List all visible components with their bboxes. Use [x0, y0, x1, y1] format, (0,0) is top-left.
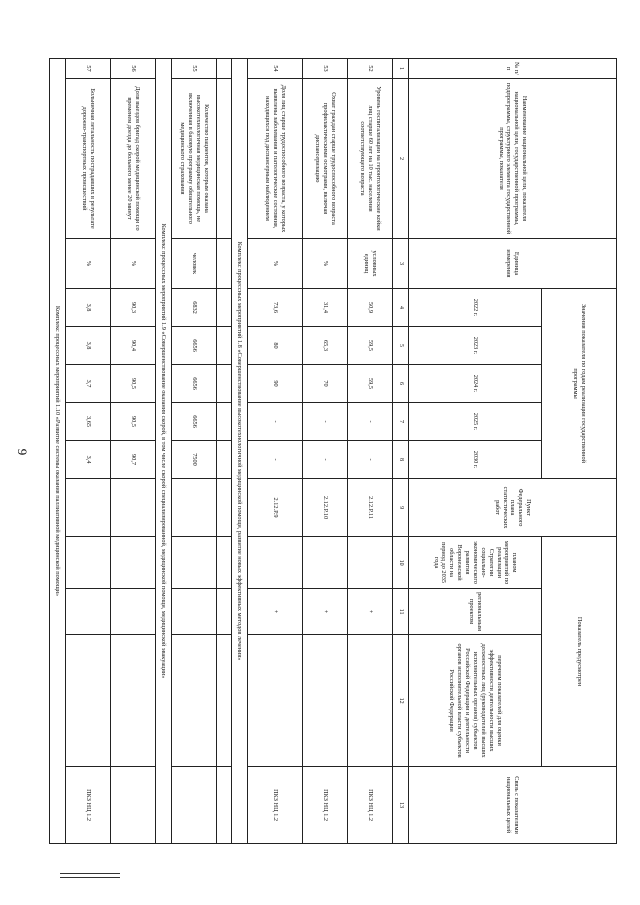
row-link: ПКЗ НЦ 1.2: [303, 767, 348, 844]
row-regional: +: [303, 589, 348, 635]
header-provided-group: Показатель предусмотрен: [542, 537, 617, 767]
row-num: 54: [248, 59, 303, 79]
row-2025: 6656: [172, 403, 217, 441]
column-number: 8: [393, 441, 409, 479]
row-2030: -: [303, 441, 348, 479]
spacer-row: [217, 59, 232, 844]
row-fed-plan: 2.12.Р.10: [303, 479, 348, 537]
header-fed-plan: Пункт Федерального плана статистических работ: [409, 479, 617, 537]
row-name: Охват граждан старше трудоспособного возраста профилактическими осмотрами, включая диспансеризацию: [303, 79, 348, 239]
row-2030: -: [248, 441, 303, 479]
row-2025: 90,5: [111, 403, 156, 441]
row-2024: 70: [303, 365, 348, 403]
section-title-1-8: Комплекс процессных мероприятий 1.8 «Совершенствование высокотехнологичной медицинской помощи, развитие новых эффективных методов лечения»: [232, 59, 248, 844]
row-regional: [111, 589, 156, 635]
row-name: Количество пациентов, которым оказана высокотехнологичная медицинская помощь, не включенная в базовую программу обязательного медицинского страхования: [172, 79, 217, 239]
row-2022: 3,8: [66, 289, 111, 327]
row-evaluation: [303, 635, 348, 767]
row-unit: %: [66, 239, 111, 289]
row-regional: +: [348, 589, 393, 635]
column-number: 13: [393, 767, 409, 844]
row-2022: 50,9: [348, 289, 393, 327]
table-row: [111, 59, 156, 844]
row-fed-plan: 2.12.Р.9: [248, 479, 303, 537]
row-2023: 59,5: [348, 327, 393, 365]
column-number-row: [393, 59, 409, 844]
rotated-page: [52, 58, 617, 843]
column-number: 7: [393, 403, 409, 441]
column-number: 2: [393, 79, 409, 239]
table-row: [66, 59, 111, 844]
row-evaluation: [248, 635, 303, 767]
row-2025: 3,65: [66, 403, 111, 441]
row-2030: -: [348, 441, 393, 479]
row-2025: -: [348, 403, 393, 441]
row-evaluation: [111, 635, 156, 767]
row-unit: человек: [172, 239, 217, 289]
row-2024: 3,7: [66, 365, 111, 403]
row-strategy: [66, 537, 111, 589]
row-fed-plan: 2.12.Р.11: [348, 479, 393, 537]
row-unit: условных единиц: [348, 239, 393, 289]
indicators-table: [49, 58, 617, 844]
row-num: 52: [348, 59, 393, 79]
row-fed-plan: [172, 479, 217, 537]
row-2030: 90,7: [111, 441, 156, 479]
row-2025: -: [303, 403, 348, 441]
row-num: 56: [111, 59, 156, 79]
row-unit: %: [111, 239, 156, 289]
row-link: ПКЗ НЦ 1.2: [66, 767, 111, 844]
column-number: 10: [393, 537, 409, 589]
header-2023: 2023 г.: [409, 327, 542, 365]
row-2024: 90: [248, 365, 303, 403]
row-2030: 3,4: [66, 441, 111, 479]
row-strategy: [172, 537, 217, 589]
column-number: 6: [393, 365, 409, 403]
column-number: 12: [393, 635, 409, 767]
footer-rule: [60, 873, 120, 881]
section-row: [50, 59, 66, 844]
section-title-1-10: Комплекс процессных мероприятий 1.10 «Развитие системы оказания паллиативной медицинской помощи»: [50, 59, 66, 844]
row-2022: 6832: [172, 289, 217, 327]
row-strategy: [248, 537, 303, 589]
header-2022: 2022 г.: [409, 289, 542, 327]
page-number: 9: [15, 448, 30, 456]
row-regional: [66, 589, 111, 635]
header-2025: 2025 г.: [409, 403, 542, 441]
row-unit: %: [248, 239, 303, 289]
row-strategy: [348, 537, 393, 589]
row-num: 57: [66, 59, 111, 79]
section-title-1-9: Комплекс процессных мероприятий 1.9 «Совершенствование оказания скорой, в том числе скорой специализированной, медицинской помощи, медицинской эвакуации»: [156, 59, 172, 844]
section-row: [156, 59, 172, 844]
row-unit: %: [303, 239, 348, 289]
row-name: Доля выездов бригад скорой медицинской помощи со временем доезда до больного менее 20 минут: [111, 79, 156, 239]
section-row: [232, 59, 248, 844]
header-link: Связь с показателями национальных целей: [409, 767, 617, 844]
rotated-content: [52, 58, 617, 843]
row-num: 55: [172, 59, 217, 79]
table-row: [172, 59, 217, 844]
header-strategy: планом мероприятий по реализации Стратегии социально-экономического развития Воронежской области на период до 2035 года: [409, 537, 542, 589]
header-evaluation: перечнем показателей для оценки эффективности деятельности высших должностных лиц (руководителей высших исполнительных органов) субъектов Российской Федерации и деятельности органов исполнительной власти субъектов Российской Федерации: [409, 635, 542, 767]
row-fed-plan: [111, 479, 156, 537]
row-link: [111, 767, 156, 844]
column-number: 3: [393, 239, 409, 289]
column-number: 11: [393, 589, 409, 635]
column-number: 9: [393, 479, 409, 537]
row-regional: [172, 589, 217, 635]
column-number: 4: [393, 289, 409, 327]
column-number: 5: [393, 327, 409, 365]
row-2023: 65,3: [303, 327, 348, 365]
row-2023: 90,4: [111, 327, 156, 365]
table-row: [348, 59, 393, 844]
header-2024: 2024 г.: [409, 365, 542, 403]
row-2024: 59,5: [348, 365, 393, 403]
row-link: ПКЗ НЦ 1.2: [348, 767, 393, 844]
row-evaluation: [66, 635, 111, 767]
row-2022: 90,3: [111, 289, 156, 327]
header-num: № п/п: [409, 59, 617, 79]
header-years-group: Значения показателя по годам реализации государственной программы: [542, 289, 617, 479]
row-2024: 6656: [172, 365, 217, 403]
header-row-main: [542, 59, 617, 844]
row-2023: 6656: [172, 327, 217, 365]
row-name: Доля лиц старше трудоспособного возраста, у которых выявлены заболевания и патологические состояния, находящихся под диспансерным наблюдением: [248, 79, 303, 239]
row-2030: 7500: [172, 441, 217, 479]
column-number: 1: [393, 59, 409, 79]
row-fed-plan: [66, 479, 111, 537]
header-name: Наименование национальной цели, показателя национальной цели, государственной программы, подпрограммы, структурного элемента государственной программы, показателя: [409, 79, 617, 239]
row-link: [172, 767, 217, 844]
row-regional: +: [248, 589, 303, 635]
row-strategy: [303, 537, 348, 589]
table-row: [303, 59, 348, 844]
header-2030: 2030 г.: [409, 441, 542, 479]
table-row: [248, 59, 303, 844]
row-2023: 3,8: [66, 327, 111, 365]
row-2025: -: [248, 403, 303, 441]
row-name: Больничная летальность пострадавших в результате дорожно-транспортных происшествий: [66, 79, 111, 239]
row-evaluation: [172, 635, 217, 767]
row-2023: 80: [248, 327, 303, 365]
row-name: Уровень госпитализации на геронтологические койки лиц старше 60 лет на 10 тыс. населения соответствующего возраста: [348, 79, 393, 239]
row-2022: 73,6: [248, 289, 303, 327]
row-num: 53: [303, 59, 348, 79]
row-2022: 31,4: [303, 289, 348, 327]
header-regional: региональным проектом: [409, 589, 542, 635]
row-evaluation: [348, 635, 393, 767]
row-link: ПКЗ НЦ 1.2: [248, 767, 303, 844]
row-strategy: [111, 537, 156, 589]
row-2024: 90,5: [111, 365, 156, 403]
header-unit: Единица измерения: [409, 239, 617, 289]
